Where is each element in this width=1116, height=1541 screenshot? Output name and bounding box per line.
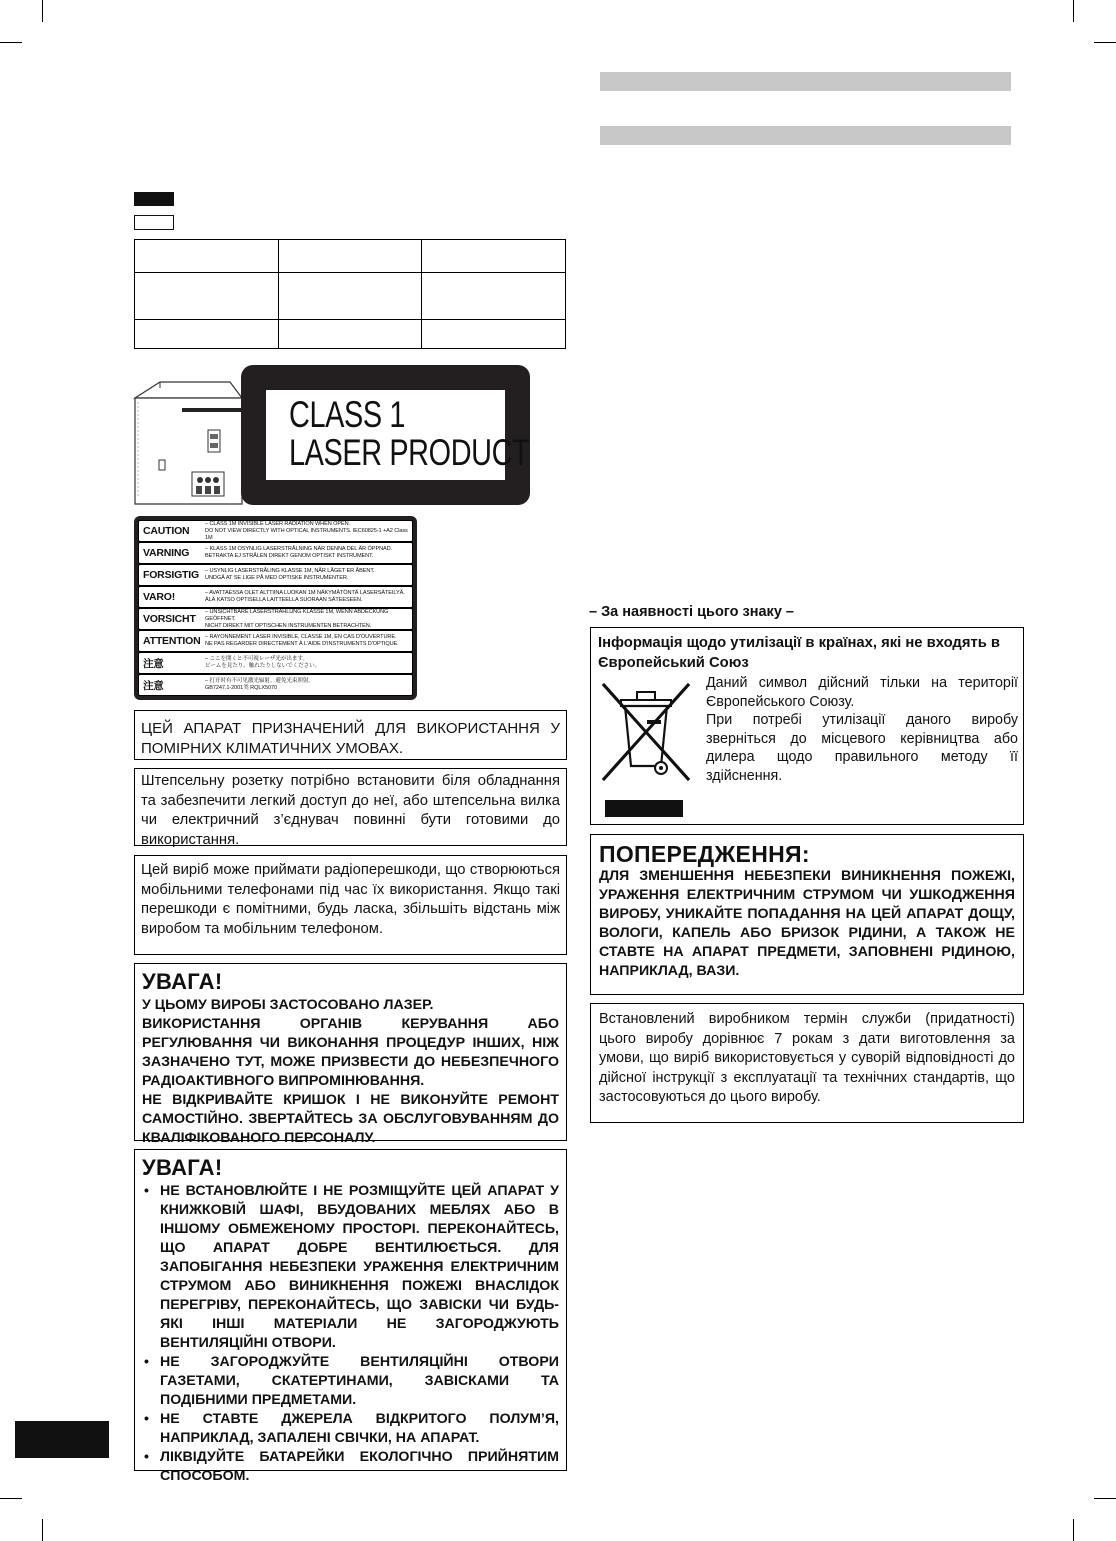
fire-warning-heading: ПОПЕРЕДЖЕННЯ: bbox=[599, 841, 810, 867]
list-item: • НЕ СТАВТЕ ДЖЕРЕЛА ВІДКРИТОГО ПОЛУМ’Я, НАПРИКЛАД, ЗАПАЛЕНІ СВІЧКИ, НА АПАРАТ. bbox=[142, 1410, 559, 1448]
caution-word: 注意 bbox=[143, 679, 164, 692]
service-life bbox=[590, 1003, 1024, 1123]
page-tab bbox=[15, 1421, 109, 1458]
caution-message: – UNSICHTBARE LASERSTRAHLUNG KLASSE 1M, WENN ABDECKUNG GEÖFFNET. NICHT DIREKT MIT OPTISCHEN INSTRUMENTEN BETRACHTEN. bbox=[205, 608, 389, 629]
table-cell bbox=[422, 320, 566, 349]
caution-word: 注意 bbox=[143, 657, 164, 670]
laser-class-label bbox=[241, 365, 530, 505]
caution-label bbox=[134, 516, 417, 700]
table-cell bbox=[135, 320, 279, 349]
fire-warning-text: ДЛЯ ЗМЕНШЕННЯ НЕБЕЗПЕКИ ВИНИКНЕННЯ ПОЖЕЖІ, УРАЖЕННЯ ЕЛЕКТРИЧНИМ СТРУМОМ ЧИ УШКОДЖЕННЯ ВИРОБУ, УНИКАЙТЕ ПОПАДАННЯ НА ЦЕЙ АПАРАТ ДОЩУ, ВОЛОГИ, КАПЕЛЬ АБО БРИЗОК РІДИНИ, А ТАКОЖ НЕ СТАВТЕ НА АПАРАТ ПРЕДМЕТИ, ЗАПОВНЕНІ РІДИНОЮ, НАПРИКЛАД, ВАЗИ. bbox=[599, 868, 1015, 979]
table-cell bbox=[422, 240, 566, 273]
caution-row bbox=[138, 586, 413, 608]
table-cell bbox=[135, 273, 279, 320]
spec-table bbox=[134, 239, 566, 349]
header-bar bbox=[600, 126, 1011, 145]
legend-box-filled bbox=[134, 192, 174, 206]
caution-message: – KLASS 1M OSYNLIG LASERSTRÅLNING NÄR DENNA DEL ÄR ÖPPNAD. BETRAKTA EJ STRÅLEN DIREKT GENOM OPTISKT INSTRUMENT. bbox=[205, 546, 393, 559]
disposal-para1: Даний символ дійсний тільки на території Європейського Союзу. bbox=[706, 675, 1018, 710]
symbol-note: – За наявності цього знаку – bbox=[589, 604, 794, 620]
caution-row bbox=[138, 520, 413, 542]
crop-mark bbox=[0, 1498, 22, 1499]
caution-message: – 打开时有不可见激光辐射。避免光束照射。 GB7247.1-2001类 RQLX5070 bbox=[205, 678, 314, 691]
crossed-bin-icon bbox=[599, 680, 693, 784]
list-item: • НЕ ЗАГОРОДЖУЙТЕ ВЕНТИЛЯЦІЙНІ ОТВОРИ ГАЗЕТАМИ, СКАТЕРТИНАМИ, ЗАВІСКАМИ ТА ПОДІБНИМИ ПРЕДМЕТАМИ. bbox=[142, 1353, 559, 1410]
device-illustration bbox=[132, 378, 247, 506]
interference-notice-text: Цей виріб може приймати радіоперешкоди, що створюються мобільними телефонами під час їх використання. Якщо такі перешкоди є помітними, будь ласка, збільшіть відстань між виробом та мобільним телефоном. bbox=[141, 862, 560, 937]
caution-message: – RAYONNEMENT LASER INVISIBLE, CLASSE 1M, EN CAS D'OUVERTURE. NE PAS REGARDER DIRECTEMENT À L'AIDE D'INSTRUMENTS D'OPTIQUE. bbox=[205, 634, 399, 647]
interference-notice bbox=[134, 855, 567, 955]
caution-word: VORSICHT bbox=[143, 613, 196, 625]
service-life-text: Встановлений виробником термін служби (придатності) цього виробу дорівнює 7 рокам з дати виготовлення за умови, що виріб використовується у суворій відповідності до дійсної інструкції з експлуатації та технічних стандартів, що застосовуються до цього виробу. bbox=[599, 1011, 1015, 1105]
caution-word: CAUTION bbox=[143, 525, 190, 537]
socket-notice bbox=[134, 768, 567, 846]
crop-mark bbox=[1094, 1498, 1116, 1499]
header-bar bbox=[600, 72, 1011, 91]
caution-row bbox=[138, 652, 413, 674]
crop-mark bbox=[1094, 42, 1116, 43]
list-item: • ЛІКВІДУЙТЕ БАТАРЕЙКИ ЕКОЛОГІЧНО ПРИЙНЯТИМ СПОСОБОМ. bbox=[142, 1448, 559, 1486]
crop-mark bbox=[0, 42, 22, 43]
disposal-info bbox=[590, 627, 1024, 825]
install-warning bbox=[134, 1149, 567, 1484]
caution-row bbox=[138, 630, 413, 652]
table-cell bbox=[422, 273, 566, 320]
laser-warning-heading: УВАГА! bbox=[142, 969, 223, 994]
caution-word: VARNING bbox=[143, 547, 190, 559]
fire-warning bbox=[590, 834, 1024, 995]
caution-word: ATTENTION bbox=[143, 635, 201, 647]
crop-mark bbox=[1073, 1519, 1074, 1541]
laser-label-line1: CLASS 1 bbox=[289, 394, 405, 435]
climate-notice bbox=[134, 710, 567, 760]
crop-mark bbox=[42, 0, 43, 22]
laser-warning bbox=[134, 963, 567, 1146]
caution-row bbox=[138, 608, 413, 630]
disposal-heading: Інформація щодо утилізації в країнах, які не входять в Європейський Союз bbox=[598, 635, 1001, 671]
laser-warning-para1: ВИКОРИСТАННЯ ОРГАНІВ КЕРУВАННЯ АБО РЕГУЛЮВАННЯ ЧИ ВИКОНАННЯ ПРОЦЕДУР ІНШИХ, НІЖ ЗАЗНАЧЕНО ТУТ, МОЖЕ ПРИЗВЕСТИ ДО НЕБЕЗПЕЧНОГО РАДІОАКТИВНОГО ВИПРОМІНЮВАННЯ. bbox=[142, 1016, 559, 1089]
install-warning-heading: УВАГА! bbox=[142, 1155, 223, 1180]
crop-mark bbox=[42, 1519, 43, 1541]
laser-warning-line1: У ЦЬОМУ ВИРОБІ ЗАСТОСОВАНО ЛАЗЕР. bbox=[142, 997, 434, 1013]
disposal-para2: При потребі утилізації даного виробу зверніться до місцевого керівництва або дилера щодо правильного методу її здійснення. bbox=[706, 712, 1018, 784]
crop-mark bbox=[1073, 0, 1074, 22]
caution-row bbox=[138, 674, 413, 696]
caution-row bbox=[138, 564, 413, 586]
caution-message: – AVATTAESSA OLET ALTTIINA LUOKAN 1M NÄKYMÄTÖNTÄ LASERSÄTEILYÄ. ÄLÄ KATSO OPTISELLA LAITTEELLA SUORAAN SÄTEESEEN. bbox=[205, 590, 405, 603]
caution-row bbox=[138, 542, 413, 564]
disposal-text bbox=[706, 674, 1018, 785]
caution-word: FORSIGTIG bbox=[143, 569, 199, 581]
bin-bar bbox=[605, 800, 683, 817]
caution-message: – ここを開くと不可視レーザ光が出ます。 ビームを見たり、触れたりしないでください。 bbox=[205, 656, 321, 669]
laser-label-inner bbox=[266, 390, 530, 480]
laser-warning-para2: НЕ ВІДКРИВАЙТЕ КРИШОК І НЕ ВИКОНУЙТЕ РЕМОНТ САМОСТІЙНО. ЗВЕРТАЙТЕСЬ ЗА ОБСЛУГОВУВАННЯМ ДО КВАЛІФІКОВАНОГО ПЕРСОНАЛУ. bbox=[142, 1092, 559, 1146]
table-cell bbox=[278, 273, 422, 320]
caution-message: – USYNLIG LASERSTRÅLING KLASSE 1M, NÅR LÅGET ER ÅBENT. UNDGÅ AT SE LIGE PÅ MED OPTISKE INSTRUMENTER. bbox=[205, 568, 375, 581]
pointer-line bbox=[182, 408, 242, 412]
legend-box-outline bbox=[134, 215, 174, 230]
laser-label-line2: LASER PRODUCT bbox=[289, 432, 530, 473]
install-warning-list bbox=[142, 1182, 559, 1486]
caution-message: – CLASS 1M INVISIBLE LASER RADIATION WHEN OPEN. DO NOT VIEW DIRECTLY WITH OPTICAL INSTRUMENTS. IEC60825-1 +A2 Class 1M bbox=[205, 520, 408, 541]
table-cell bbox=[135, 240, 279, 273]
table-cell bbox=[278, 320, 422, 349]
table-cell bbox=[278, 240, 422, 273]
list-item: • НЕ ВСТАНОВЛЮЙТЕ І НЕ РОЗМІЩУЙТЕ ЦЕЙ АПАРАТ У КНИЖКОВІЙ ШАФІ, ВБУДОВАНИХ МЕБЛЯХ АБО В ІНШОМУ ОБМЕЖЕНОМУ ПРОСТОРІ. ПЕРЕКОНАЙТЕСЬ, ЩО АПАРАТ ДОБРЕ ВЕНТИЛЮЄТЬСЯ. ДЛЯ ЗАПОБІГАННЯ НЕБЕЗПЕКИ УРАЖЕННЯ ЕЛЕКТРИЧНИМ СТРУМОМ АБО ВИНИКНЕННЯ ПОЖЕЖІ ВНАСЛІДОК ПЕРЕГРІВУ, ПЕРЕКОНАЙТЕСЬ, ЩО ЗАВІСКИ ЧИ БУДЬ-ЯКІ ІНШІ МАТЕРІАЛИ НЕ ЗАГОРОДЖУЮТЬ ВЕНТИЛЯЦІЙНІ ОТВОРИ. bbox=[142, 1182, 559, 1353]
socket-notice-text: Штепсельну розетку потрібно встановити біля обладнання та забезпечити легкий доступ до неї, або штепсельна вилка чи електричний з’єднувач повинні бути готовими до використання. bbox=[141, 773, 560, 848]
caution-word: VARO! bbox=[143, 591, 176, 603]
climate-notice-text: ЦЕЙ АПАРАТ ПРИЗНАЧЕНИЙ ДЛЯ ВИКОРИСТАННЯ У ПОМІРНИХ КЛІМАТИЧНИХ УМОВАХ. bbox=[141, 720, 560, 757]
